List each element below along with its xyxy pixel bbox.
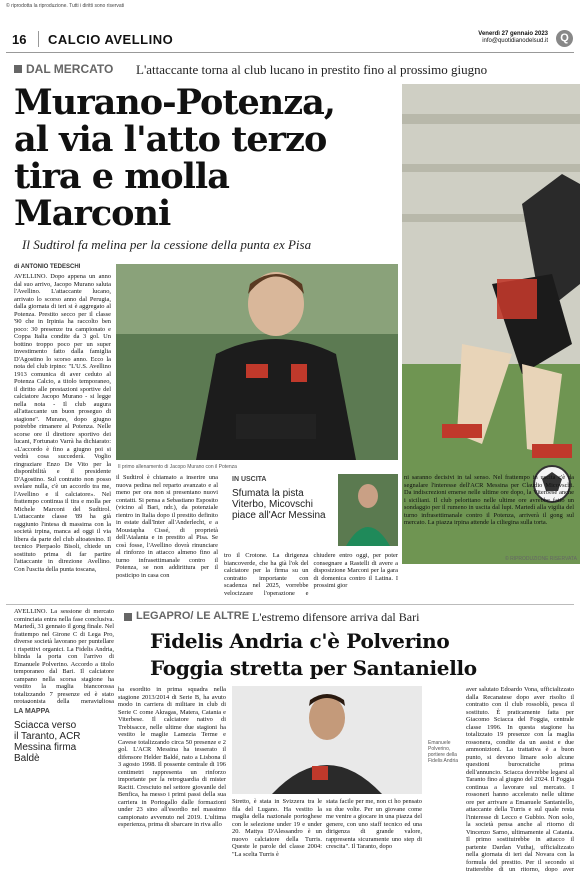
article1-byline: di ANTONIO TEDESCHI xyxy=(14,264,81,270)
polverino-caption: Emanuele Polverino, portiere della Fidelis Andria xyxy=(428,740,459,764)
la-mappa-box xyxy=(14,708,84,798)
la-mappa-title: LA MAPPA xyxy=(14,708,50,715)
article2-kicker-sub: L'estremo difensore arriva dal Bari xyxy=(252,610,420,624)
murano-photo-caption: Il primo allenamento di Jacopo Murano con il Potenza xyxy=(118,464,237,470)
page-header xyxy=(6,28,574,53)
polverino-photo-illustration xyxy=(232,686,422,794)
la-mappa-text: Sciacca verso il Taranto, ACR Messina firma Baldè xyxy=(14,720,81,764)
in-uscita-box xyxy=(224,474,336,546)
article2-kicker: LEGAPRO/ LE ALTRE xyxy=(136,610,250,622)
article1-kicker-sub: L'attaccante torna al club lucano in prestito fino al prossimo giugno xyxy=(136,62,488,77)
article1-headline xyxy=(14,84,394,232)
micovschi-photo-illustration xyxy=(338,474,398,546)
headline-line-2: al via l'atto terzo xyxy=(14,119,327,160)
header-divider xyxy=(38,31,39,47)
header-date-block xyxy=(396,31,548,45)
article2-column-4: stata facile per me, non ci ho pensato su due volte. Per un giovane come me venire a giocare in una piazza del genere, con uno staff tecnico ed una dirigenza di grande valore, rappresenta sicuramente uno step di crescita". Il Taranto, dopo xyxy=(326,798,422,850)
article2-column-3: Stretto, è stata in Svizzera tra le fila del Lugano. Ha vestito la maglia della nazionale portoghese con le selezione under 19 e under 20. Mattya D'Alessandro è un nuovo calciatore della Turris. Queste le parole del classe 2004: "La scelta Turris è xyxy=(232,798,322,858)
article2-kicker-row xyxy=(124,610,574,624)
article2-column-2: ha esordito in prima squadra nella stagione 2013/2014 di Serie B, ha avuto modo in carriera di militare in club di Serie C come Akragas, Matera, Catania e Viterbese. Il calciatore nativo di Trebisacce, nelle ultime due stagioni ha vestito le maglie Lamezia Terme e Cavese totalizzando circa 50 presenze e 2 gol. L'ACR Messina ha tesserato il difensore Helder Baldé, nato a Lisbona il 3 agosto 1998. Il possente centrale di 196 centimetri rappresenta un rinforzo importante per la retroguardia di mister Raciti. Cresciuto nel settore giovanile del Benfica, ha messo i primi passi della sua carriera in Portogallo dalle formazioni under 23 sino all'esordio nel massimo campionato avvenuto nel 2019. L'ultima esperienza, prima di sbarcare in riva allo xyxy=(118,686,226,828)
newspaper-logo-icon xyxy=(556,30,573,47)
headline2-line-2: Foggia stretta per Santaniello xyxy=(150,656,477,680)
contact-email: info@quotidianodelsud.it xyxy=(482,38,548,44)
kicker-square-icon xyxy=(14,65,22,73)
article1-column-4: ni saranno decisivi in tal senso. Nel frattempo in uscita c'è da segnalare l'interesse dell'ACR Messina per Claudio Micovschi. Da indiscrezioni emerse nelle ultime ore dopo, la Viterbese anche i siciliani. Il club peloritano nelle ultime ore avrebbe fatto un sondaggio per il rumeno in uscita dal lupi. Martedì alla vigilia del turno infrasettimanale contro il Potenza, arriverà il gong sul mercato. La piazza irpina attende la ciliegina sulla torta. xyxy=(404,474,574,526)
article2-column-1 xyxy=(14,608,114,703)
in-uscita-title: IN USCITA xyxy=(232,476,267,483)
article2-column-5: aver salutato Edoardo Vona, ufficializzato dalla Recanatese dopo aver risolto il contratto con il club rossoblù, pesca il sostituto. È praticamente fatta per Giacomo Sciacca del Foggia, centrale classe 1996. In questa stagione ha totalizzato 19 presenze con la maglia rossonera, condite da un assist e due ammonizioni. La trattativa è a buon punto, si devono limare solo alcune questioni burocratiche prima dell'annuncio. Sciacca dovrebbe legarsi al Taranto fino al giugno del 2024. Il Foggia continua a lavorare sul mercato. I rossoneri hanno accelerato nelle ultime ore per arrivare a Emanuele Santaniello, attaccante della Turris e sul quale resta l'interesse di Lecco e Gubbio. Non solo, la società pensa anche al ritorno di Vincenzo Sarno, ultimamente al Catania. Il primo sostituirebbe in attacco il partente Dardan Vuthaj, ufficializzato nella giornata di ieri dal Novara con la formula del prestito. Per il secondo si tratterebbe di un ritorno, dopo aver xyxy=(466,686,574,872)
polverino-photo xyxy=(232,686,422,794)
in-uscita-text: Sfumata la pista Viterbo, Micovschi piace all'Acr Messina xyxy=(232,488,326,521)
headline-line-3: tira e molla Marconi xyxy=(14,156,229,234)
article1-credit: © RIPRODUZIONE RISERVATA xyxy=(505,556,577,562)
logo-letter: Q xyxy=(560,32,569,44)
issue-date: Venerdì 27 gennaio 2023 xyxy=(478,31,548,37)
headline2-line-1: Fidelis Andria c'è Polverino xyxy=(150,629,450,653)
kicker2-square-icon xyxy=(124,613,132,621)
article-separator xyxy=(6,604,574,605)
article1-column-3: tro il Crotone. La dirigenza biancoverde, che ha già l'ok del calciatore per la firma su un contratto importante con scadenza nel 2025, vorrebbe velocizzare l'operazione e chiudere entro oggi, per poter consegnare a Rastelli di avere a disposizione Marconi per la gara di domenica contro il Latina. I prossimi gior xyxy=(224,552,398,597)
article1-kicker: DAL MERCATO xyxy=(26,62,114,76)
murano-photo xyxy=(116,264,398,460)
micovschi-photo xyxy=(338,474,398,546)
page-number: 16 xyxy=(12,32,27,47)
article1-column-1: AVELLINO. Dopo appena un anno dal suo arrivo, Jacopo Murano saluta l'Avellino. L'attaccante lucano, arrivato lo scorso anno dal Perugia, dalla giornata di ieri si è aggregato al Potenza. Prestito secco per il classe '90 che in Irpinia ha raccolto ben poco: 30 presenze tra campionato e Coppa Italia condite da 3 gol. Un bottino troppo poco per un super investimento fatto dalla famiglia D'Agostino lo scorso anno. Ecco la nota del club irpino: "L'U.S. Avellino 1913 comunica di aver ceduto al Potenza Calcio, a titolo temporaneo, il diritto alle prestazioni sportive del calciatore Jacopo Murano - si legge nella nota - Il club augura all'attaccante un buon proseguo di stagione". Murano, dopo giugno potrebbe rimanere al Potenza. Nelle scorse ore il direttore sportivo dei lucani, Fortunato Varrà ha dichiarato: «L'accordo è fino a giugno poi si vedrà cosa succederà. Voglio ringraziare Enzo De Vito per la disponibilità e il presidente D'Agostino. Sul contratto non posso svelare nulla, c'è un accordo tra me, l'Avellino e il calciatore». Nel frattempo continua il tira e molla per Michele Marconi del Sudtirol. L'attaccante classe '89 ha già raggiunto l'intesa di massima con la società irpina, manca ad oggi il via libera da parte del club altoatesino. Il tecnico Pierpaolo Bisoli, chiede un sostituto prima di far partire l'attaccante in direzione Avellino. Con l'uscita della punta toscana, xyxy=(14,273,111,573)
copyright-notice: © riprodotta la riproduzione. Tutti i diritti sono riservati xyxy=(6,3,125,9)
article1-kicker-row xyxy=(14,62,574,78)
article2-headline xyxy=(150,628,570,682)
murano-photo-illustration xyxy=(116,264,398,460)
section-title: CALCIO AVELLINO xyxy=(48,32,174,47)
article1-subhead: Il Sudtirol fa melina per la cessione della punta ex Pisa xyxy=(22,237,312,252)
headline-line-1: Murano-Potenza, xyxy=(14,82,335,123)
article1-column-2: il Sudtirol è chiamato a inserire una nuova pedina nel reparto avanzato e al meno per ora non si presentano nuovi contatti. Si pensa a Sebastiano Esposito (vicino al Bari, ndr.), da potenziale rientro in Italia dopo il prestito definito in estate dall'Inter all'Anderlecht, e a Moustapha Cissé, di proprietà dell'Atalanta e in prestito al Pisa. Se così fosse, l'Avellino dovrà rinunciare al rinforzo in attacco almeno fino al turno infrasettimanale contro il Potenza, se non addirittura per il posticipo in casa con xyxy=(116,474,218,579)
article2-col1-text: AVELLINO. La sessione di mercato cominciata entra nella fase conclusiva. Martedì, 31 gennaio il gong finale. Nel frattempo nel Girone C di Lega Pro, diverse società lavorano per puntellare i rispettivi organici. La Fidelis Andria, blinda la porta con l'arrivo di Emanuele Polverino. Accordo a titolo temporaneo dal Bari. Il calciatore campano nella scorsa stagione ha vestito la maglia biancorossa totalizzando 7 presenze ed è stato protagonista della meravigliosa xyxy=(14,608,114,703)
